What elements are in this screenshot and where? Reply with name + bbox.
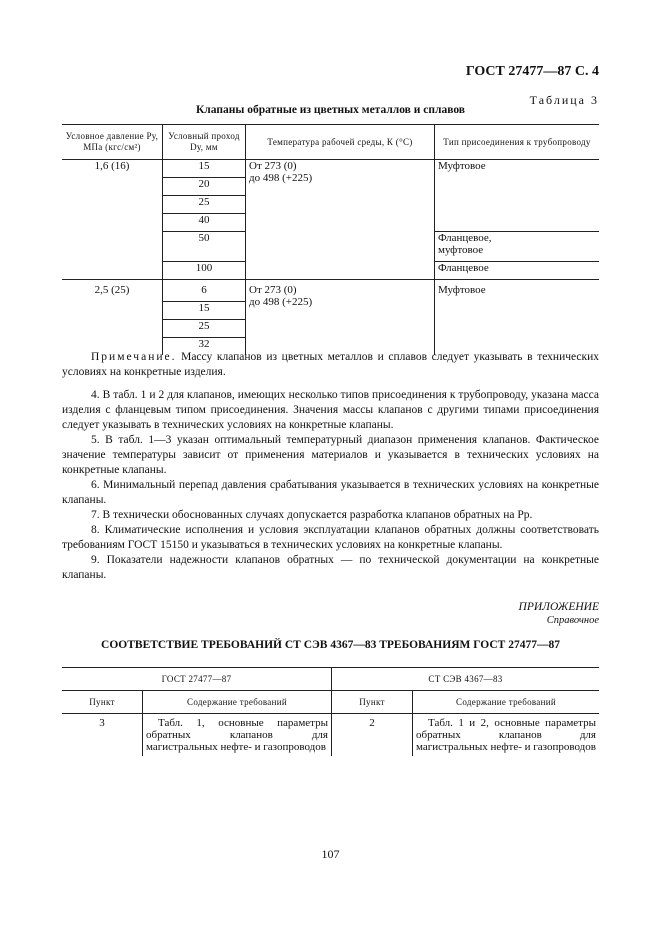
paragraph: 7. В технически обоснованных случаях допускается разработка клапанов обратных на Pр. [91, 509, 533, 521]
appendix-title: СООТВЕТСТВИЕ ТРЕБОВАНИЙ СТ СЭВ 4367—83 ТРЕБОВАНИЯМ ГОСТ 27477—87 [101, 639, 560, 651]
connection-cell: Муфтовое [435, 280, 600, 356]
left-content-cell: Табл. 1, основные параметры обратных клапанов для магистральных нефте- и газопроводов [143, 714, 332, 757]
temperature-line: От 273 (0) [249, 284, 297, 296]
table-row [62, 160, 599, 178]
paragraph: 4. В табл. 1 и 2 для клапанов, имеющих несколько типов присоединения к трубопроводу, указана масса изделия с фланцевым типом присоединения. Значения массы клапанов с другими типами присоединения следует указывать в технических условиях на конкретные клапаны. [62, 389, 599, 431]
left-item-cell: 3 [99, 717, 105, 729]
connection-line: Фланцевое, [438, 232, 492, 244]
table-header-row [62, 125, 599, 160]
connection-line: муфтовое [438, 244, 484, 256]
pressure-cell: 2,5 (25) [94, 284, 130, 296]
diameter-cell: 15 [163, 160, 246, 178]
temperature-line: до 498 (+225) [249, 296, 313, 308]
connection-cell [435, 232, 600, 262]
right-item-cell: 2 [332, 714, 413, 757]
paragraph: 8. Климатические исполнения и условия эксплуатации клапанов обратных должны соответствовать требованиям ГОСТ 15150 и указываться в технических условиях на конкретные клапаны. [62, 524, 599, 551]
appendix-label-block [519, 601, 599, 627]
left-group-header: ГОСТ 27477—87 [62, 668, 332, 691]
connection-cell: Муфтовое [435, 160, 600, 232]
diameter-cell: 50 [163, 232, 246, 262]
paragraph: 5. В табл. 1—3 указан оптимальный температурный диапазон применения клапанов. Фактическое значение температуры зависит от применения материалов и указывается в технических условиях на конкретные клапаны. [62, 434, 599, 476]
right-item-header: Пункт [332, 691, 413, 714]
diameter-cell: 40 [163, 214, 246, 232]
appendix-table [62, 667, 599, 756]
page-number: 107 [321, 847, 340, 861]
numbered-paragraphs [62, 388, 599, 583]
right-content-cell: Табл. 1 и 2, основные параметры обратных клапанов для магистральных нефте- и газопроводов [413, 714, 600, 757]
connection-cell: Фланцевое [435, 262, 600, 280]
table-row [62, 714, 599, 757]
right-group-header: СТ СЭВ 4367—83 [332, 668, 600, 691]
col-pressure-header: Условное давление Pу, МПа (кгс/см²) [62, 125, 163, 160]
table-title: Клапаны обратные из цветных металлов и сплавов [195, 104, 466, 116]
col-connection-header: Тип присоединения к трубопроводу [435, 125, 600, 160]
note-text: Массу клапанов из цветных металлов и сплавов следует указывать в технических условиях на конкретные изделия. [62, 351, 599, 378]
pressure-cell: 1,6 (16) [62, 160, 163, 280]
col-diameter-header: Условный проход Dу, мм [163, 125, 246, 160]
diameter-cell: 6 [163, 280, 246, 302]
paragraph: 9. Показатели надежности клапанов обратных — по технической документации на конкретные клапаны. [62, 554, 599, 581]
diameter-cell: 25 [163, 320, 246, 338]
diameter-cell: 15 [163, 302, 246, 320]
diameter-cell: 25 [163, 196, 246, 214]
table-number: Таблица 3 [529, 93, 599, 107]
left-content-header: Содержание требований [143, 691, 332, 714]
diameter-cell: 20 [163, 178, 246, 196]
table-3 [62, 124, 599, 355]
appendix-sublabel: Справочное [546, 615, 599, 626]
paragraph: 6. Минимальный перепад давления срабатывания указывается в технических условиях на конкретные клапаны. [62, 479, 599, 506]
temperature-line: От 273 (0) [249, 160, 297, 172]
diameter-cell: 32 [163, 338, 246, 356]
table-note [62, 350, 599, 380]
col-temperature-header: Температура рабочей среды, К (°С) [246, 125, 435, 160]
temperature-line: до 498 (+225) [249, 172, 313, 184]
table-row [62, 280, 599, 302]
right-content-header: Содержание требований [413, 691, 600, 714]
diameter-cell: 100 [163, 262, 246, 280]
appendix-label: ПРИЛОЖЕНИЕ [518, 601, 599, 613]
document-reference: ГОСТ 27477—87 С. 4 [465, 64, 599, 79]
note-label: Примечание. [91, 351, 177, 363]
temperature-cell [246, 160, 435, 280]
left-item-header: Пункт [62, 691, 143, 714]
temperature-cell [246, 280, 435, 356]
